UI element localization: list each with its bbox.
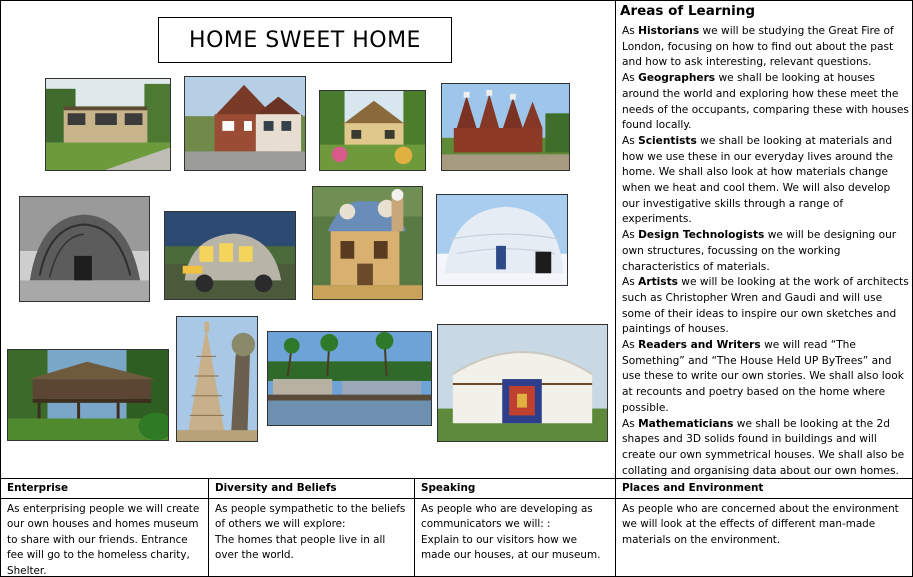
speaking-text-line2: Explain to our visitors how we made our houses, at our museum. (421, 533, 601, 562)
places-cell (616, 479, 912, 577)
aol-mathematicians: As Mathematicians we shall be looking at the 2d shapes and 3D solids found in buildings and will create our own symmetrical houses. We shall also be collating and organising data about our own homes. (622, 417, 905, 477)
aol-readers-writers: As Readers and Writers we will read “The Something” and “The House Held UP ByTrees” and use these to write our own stories. We shall also look at recounts and poetry based on the home where possible. (622, 339, 904, 414)
areas-of-learning (616, 2, 911, 479)
speaking-heading: Speaking (421, 482, 476, 494)
aol-role: Artists (638, 276, 678, 289)
page-title: HOME SWEET HOME (158, 17, 452, 63)
enterprise-text: As enterprising people we will create our own houses and homes museum to share with our friends. Entrance fee will go to the homeless charity, Shelter. (7, 503, 200, 577)
speaking-cell (415, 479, 615, 577)
aol-text: we will be designing our own structures, focussing on the working characteristics of materials. (622, 229, 897, 273)
stilt-village-photo (267, 331, 432, 426)
gaudi-house-photo (312, 186, 423, 300)
aol-role: Scientists (638, 134, 697, 147)
diversity-text-line2: The homes that people live in all over the world. (215, 533, 386, 562)
places-heading: Places and Environment (622, 482, 764, 494)
speaking-text (415, 499, 615, 567)
aol-geographers: As Geographers we shall be looking at houses around the world and exploring how these meet the needs of the occupants, comparing these with houses found locally. (622, 72, 909, 132)
mud-mosque-photo (176, 316, 258, 442)
diversity-text (209, 499, 414, 567)
aol-artists: As Artists we will be looking at the work of architects such as Christopher Wren and Gaudi and will use some of their ideas to inspire our own sketches and paintings of houses. (622, 276, 909, 336)
modern-house-photo (45, 78, 171, 171)
aol-historians: As Historians we will be studying the Great Fire of London, focusing on how to find out about the past and how to ask interesting, relevant questions. (622, 25, 894, 69)
aol-text: we will be looking at the work of architects such as Christopher Wren and Gaudi and will use some of their ideas to inspire our own sketches and paintings of houses. (622, 276, 909, 336)
aol-text: we shall be looking at the 2d shapes and 3D solids found in buildings and will create our own symmetrical houses. We shall also be collating and organising data about our own homes. (622, 417, 905, 477)
enterprise-heading: Enterprise (7, 482, 68, 494)
speaking-text-line1: As people who are developing as communicators we will: : (421, 503, 593, 531)
brick-house-photo (184, 76, 306, 171)
aol-scientists: As Scientists we shall be looking at materials and how we use these in our everyday lives around the home. We shall also look at how materials change when we heat and cool them. We will also develop our investigative skills through a range of experiments. (622, 134, 893, 226)
aol-text: we will be studying the Great Fire of London, focusing on how to find out about the past and how to ask interesting, relevant questions. (622, 25, 894, 69)
enterprise-cell (1, 479, 208, 577)
aol-role: Design Technologists (638, 229, 765, 242)
aol-text: we shall be looking at materials and how we use these in our everyday lives around the home. We shall also look at how materials change when we heat and cool them. We will also develop our investigative skills through a range of experiments. (622, 134, 893, 226)
yurt-photo (437, 324, 608, 442)
aol-role: Historians (638, 25, 700, 37)
diversity-cell (209, 479, 414, 577)
wigwam-photo (19, 196, 150, 302)
longhouse-photo (7, 349, 169, 441)
aol-design-technologists: As Design Technologists we will be designing our own structures, focussing on the working characteristics of materials. (622, 229, 897, 273)
places-text: As people who are concerned about the environment we will look at the effects of different man-made materials on the environment. (622, 503, 899, 546)
aol-text: we shall be looking at houses around the world and exploring how these meet the needs of the occupants, comparing these with houses found locally. (622, 72, 909, 132)
aol-role: Mathematicians (638, 417, 734, 430)
diversity-text-line1: As people sympathetic to the beliefs of others we will explore: (215, 503, 406, 531)
car-house-photo (164, 211, 296, 300)
igloo-photo (436, 194, 568, 286)
aol-role: Geographers (638, 72, 716, 85)
aol-text: we will read “The Something” and “The House Held UP ByTrees” and use these to write our own stories. We shall also look at recounts and poetry based on the home where possible. (622, 339, 904, 414)
oast-house-photo (441, 83, 570, 171)
areas-of-learning-heading: Areas of Learning (620, 3, 755, 19)
aol-role: Readers and Writers (638, 339, 761, 352)
cottage-photo (319, 90, 426, 171)
diversity-heading: Diversity and Beliefs (215, 482, 337, 494)
